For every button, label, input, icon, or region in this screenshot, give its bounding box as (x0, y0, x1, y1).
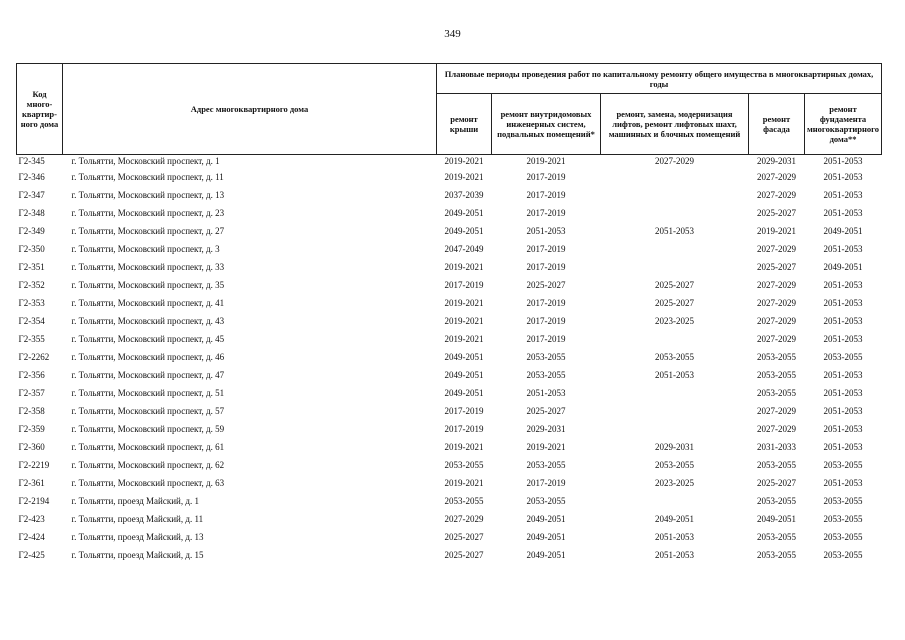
cell-lifts: 2049-2051 (655, 514, 694, 524)
cell-roof: 2017-2019 (444, 280, 484, 290)
table-row (17, 240, 882, 258)
cell-code: Г2-354 (18, 316, 45, 326)
cell-roof: 2019-2021 (444, 298, 484, 308)
cell-code: Г2-360 (18, 442, 45, 452)
cell-facade: 2027-2029 (757, 172, 796, 182)
table-row (17, 312, 882, 330)
table-row (17, 258, 882, 276)
table-row (17, 510, 882, 528)
header-systems: ремонт внутридомовых инженерных систем, подвальных помещений* (492, 94, 601, 155)
cell-lifts (601, 384, 749, 402)
cell-code: Г2-2219 (18, 460, 50, 470)
cell-code: Г2-356 (18, 370, 45, 380)
cell-code: Г2-346 (18, 172, 45, 182)
cell-systems: 2019-2021 (526, 442, 566, 452)
cell-facade: 2027-2029 (757, 316, 796, 326)
cell-roof: 2025-2027 (444, 550, 484, 560)
cell-address: г. Тольятти, Московский проспект, д. 27 (71, 226, 225, 236)
cell-address: г. Тольятти, Московский проспект, д. 59 (71, 424, 225, 434)
table-row (17, 294, 882, 312)
cell-lifts (601, 492, 749, 510)
cell-facade: 2029-2031 (757, 156, 796, 166)
table-row (17, 420, 882, 438)
cell-code: Г2-348 (18, 208, 45, 218)
cell-lifts: 2023-2025 (655, 478, 694, 488)
cell-lifts: 2051-2053 (655, 532, 694, 542)
header-periods-group: Плановые периоды проведения работ по капитальному ремонту общего имущества в многоквартирных домах, годы (437, 64, 882, 94)
cell-systems: 2053-2055 (526, 460, 566, 470)
cell-systems: 2049-2051 (526, 550, 566, 560)
cell-address: г. Тольятти, Московский проспект, д. 11 (71, 172, 224, 182)
cell-lifts: 2027-2029 (655, 156, 694, 166)
cell-lifts (601, 204, 749, 222)
table-header (17, 64, 882, 155)
cell-foundation: 2051-2053 (823, 208, 863, 218)
cell-systems: 2051-2053 (526, 388, 566, 398)
table-row (17, 366, 882, 384)
cell-lifts (601, 240, 749, 258)
cell-facade: 2049-2051 (757, 514, 796, 524)
cell-address: г. Тольятти, Московский проспект, д. 57 (71, 406, 225, 416)
cell-code: Г2-358 (18, 406, 45, 416)
cell-facade: 2027-2029 (757, 298, 796, 308)
cell-facade: 2053-2055 (757, 370, 796, 380)
cell-foundation: 2051-2053 (823, 388, 863, 398)
cell-foundation: 2049-2051 (823, 226, 863, 236)
cell-facade: 2027-2029 (757, 280, 796, 290)
cell-foundation: 2051-2053 (823, 298, 863, 308)
cell-roof: 2049-2051 (444, 370, 484, 380)
cell-code: Г2-424 (18, 532, 45, 542)
cell-lifts: 2051-2053 (655, 550, 694, 560)
table-row (17, 528, 882, 546)
cell-foundation: 2051-2053 (823, 156, 863, 166)
cell-lifts: 2051-2053 (655, 370, 694, 380)
cell-lifts (601, 186, 749, 204)
table-row (17, 384, 882, 402)
cell-facade: 2027-2029 (757, 244, 796, 254)
cell-facade: 2031-2033 (757, 442, 796, 452)
cell-roof: 2049-2051 (444, 352, 484, 362)
cell-systems: 2025-2027 (526, 280, 566, 290)
cell-foundation: 2053-2055 (823, 352, 863, 362)
cell-lifts: 2025-2027 (655, 280, 694, 290)
cell-systems: 2017-2019 (526, 478, 566, 488)
cell-foundation: 2051-2053 (823, 172, 863, 182)
cell-facade: 2053-2055 (757, 550, 796, 560)
cell-roof: 2053-2055 (444, 496, 484, 506)
cell-lifts (601, 402, 749, 420)
cell-code: Г2-347 (18, 190, 45, 200)
cell-address: г. Тольятти, Московский проспект, д. 45 (71, 334, 225, 344)
cell-address: г. Тольятти, Московский проспект, д. 61 (71, 442, 225, 452)
cell-address: г. Тольятти, Московский проспект, д. 43 (71, 316, 225, 326)
cell-foundation: 2051-2053 (823, 280, 863, 290)
cell-systems: 2053-2055 (526, 496, 566, 506)
cell-facade: 2025-2027 (757, 208, 796, 218)
table-row (17, 330, 882, 348)
cell-facade: 2053-2055 (757, 388, 796, 398)
capital-repair-schedule-table (16, 63, 882, 564)
cell-lifts: 2053-2055 (655, 352, 694, 362)
cell-facade: 2027-2029 (757, 424, 796, 434)
cell-roof: 2027-2029 (444, 514, 484, 524)
cell-facade: 2053-2055 (757, 496, 796, 506)
cell-systems: 2017-2019 (526, 298, 566, 308)
cell-roof: 2019-2021 (444, 478, 484, 488)
cell-code: Г2-353 (18, 298, 45, 308)
header-roof: ремонт крыши (437, 94, 492, 155)
cell-foundation: 2051-2053 (823, 424, 863, 434)
cell-roof: 2049-2051 (444, 208, 484, 218)
cell-code: Г2-350 (18, 244, 45, 254)
cell-roof: 2047-2049 (444, 244, 484, 254)
cell-facade: 2053-2055 (757, 352, 796, 362)
cell-roof: 2019-2021 (444, 334, 484, 344)
cell-roof: 2049-2051 (444, 226, 484, 236)
cell-roof: 2019-2021 (444, 316, 484, 326)
table-row (17, 276, 882, 294)
cell-code: Г2-423 (18, 514, 45, 524)
cell-address: г. Тольятти, Московский проспект, д. 3 (71, 244, 220, 254)
cell-code: Г2-352 (18, 280, 45, 290)
table-row (17, 492, 882, 510)
cell-code: Г2-355 (18, 334, 45, 344)
cell-systems: 2049-2051 (526, 514, 566, 524)
cell-systems: 2017-2019 (526, 172, 566, 182)
table-body (17, 155, 882, 565)
cell-roof: 2017-2019 (444, 406, 484, 416)
table-row (17, 186, 882, 204)
cell-code: Г2-361 (18, 478, 45, 488)
cell-address: г. Тольятти, Московский проспект, д. 41 (71, 298, 225, 308)
cell-address: г. Тольятти, Московский проспект, д. 63 (71, 478, 225, 488)
cell-foundation: 2053-2055 (823, 550, 863, 560)
cell-facade: 2025-2027 (757, 478, 796, 488)
cell-facade: 2053-2055 (757, 532, 796, 542)
cell-lifts: 2029-2031 (655, 442, 694, 452)
table-row (17, 204, 882, 222)
table-row (17, 438, 882, 456)
cell-systems: 2017-2019 (526, 244, 566, 254)
cell-systems: 2051-2053 (526, 226, 566, 236)
table-row (17, 168, 882, 186)
header-facade: ремонт фасада (749, 94, 805, 155)
cell-lifts: 2053-2055 (655, 460, 694, 470)
cell-address: г. Тольятти, проезд Майский, д. 13 (71, 532, 204, 542)
cell-address: г. Тольятти, проезд Майский, д. 15 (71, 550, 204, 560)
cell-lifts (601, 258, 749, 276)
cell-lifts: 2023-2025 (655, 316, 694, 326)
cell-roof: 2025-2027 (444, 532, 484, 542)
cell-foundation: 2051-2053 (823, 406, 863, 416)
cell-systems: 2017-2019 (526, 208, 566, 218)
cell-systems: 2029-2031 (526, 424, 566, 434)
cell-foundation: 2051-2053 (823, 334, 863, 344)
cell-code: Г2-2262 (18, 352, 50, 362)
cell-code: Г2-425 (18, 550, 45, 560)
cell-roof: 2049-2051 (444, 388, 484, 398)
cell-roof: 2019-2021 (444, 172, 484, 182)
cell-lifts (601, 420, 749, 438)
cell-foundation: 2053-2055 (823, 532, 863, 542)
cell-lifts (601, 330, 749, 348)
cell-code: Г2-345 (18, 156, 45, 166)
cell-address: г. Тольятти, Московский проспект, д. 35 (71, 280, 225, 290)
header-code: Код много-квартир-ного дома (17, 64, 63, 155)
table-row (17, 474, 882, 492)
cell-code: Г2-359 (18, 424, 45, 434)
header-lifts: ремонт, замена, модернизация лифтов, ремонт лифтовых шахт, машинных и блочных помещений (601, 94, 749, 155)
cell-lifts (601, 168, 749, 186)
cell-systems: 2053-2055 (526, 352, 566, 362)
page-number: 349 (444, 28, 461, 40)
cell-facade: 2053-2055 (757, 460, 796, 470)
cell-address: г. Тольятти, проезд Майский, д. 11 (71, 514, 204, 524)
header-row-top (17, 64, 882, 94)
cell-foundation: 2051-2053 (823, 478, 863, 488)
cell-foundation: 2051-2053 (823, 244, 863, 254)
cell-code: Г2-349 (18, 226, 45, 236)
cell-address: г. Тольятти, проезд Майский, д. 1 (71, 496, 199, 506)
cell-facade: 2027-2029 (757, 190, 796, 200)
cell-foundation: 2051-2053 (823, 190, 863, 200)
cell-foundation: 2053-2055 (823, 460, 863, 470)
cell-systems: 2049-2051 (526, 532, 566, 542)
cell-facade: 2019-2021 (757, 226, 796, 236)
cell-code: Г2-2194 (18, 496, 50, 506)
cell-foundation: 2051-2053 (823, 316, 863, 326)
cell-systems: 2019-2021 (526, 156, 566, 166)
cell-roof: 2019-2021 (444, 262, 484, 272)
cell-systems: 2025-2027 (526, 406, 566, 416)
cell-address: г. Тольятти, Московский проспект, д. 62 (71, 460, 225, 470)
table-row (17, 155, 882, 169)
cell-address: г. Тольятти, Московский проспект, д. 47 (71, 370, 225, 380)
cell-roof: 2037-2039 (444, 190, 484, 200)
cell-systems: 2017-2019 (526, 262, 566, 272)
cell-foundation: 2049-2051 (823, 262, 863, 272)
cell-foundation: 2053-2055 (823, 514, 863, 524)
cell-address: г. Тольятти, Московский проспект, д. 51 (71, 388, 225, 398)
table-row (17, 348, 882, 366)
cell-systems: 2017-2019 (526, 316, 566, 326)
cell-systems: 2017-2019 (526, 334, 566, 344)
cell-address: г. Тольятти, Московский проспект, д. 33 (71, 262, 225, 272)
cell-foundation: 2053-2055 (823, 496, 863, 506)
table-row (17, 402, 882, 420)
cell-foundation: 2051-2053 (823, 370, 863, 380)
cell-address: г. Тольятти, Московский проспект, д. 23 (71, 208, 225, 218)
cell-roof: 2019-2021 (444, 156, 484, 166)
table-row (17, 546, 882, 564)
cell-code: Г2-357 (18, 388, 45, 398)
table-row (17, 222, 882, 240)
cell-lifts: 2025-2027 (655, 298, 694, 308)
cell-roof: 2019-2021 (444, 442, 484, 452)
cell-lifts: 2051-2053 (655, 226, 694, 236)
cell-address: г. Тольятти, Московский проспект, д. 13 (71, 190, 225, 200)
cell-roof: 2053-2055 (444, 460, 484, 470)
cell-code: Г2-351 (18, 262, 45, 272)
cell-foundation: 2051-2053 (823, 442, 863, 452)
cell-roof: 2017-2019 (444, 424, 484, 434)
cell-facade: 2027-2029 (757, 334, 796, 344)
table-row (17, 456, 882, 474)
cell-address: г. Тольятти, Московский проспект, д. 46 (71, 352, 225, 362)
header-foundation: ремонт фундамента многоквартирного дома** (805, 94, 882, 155)
cell-address: г. Тольятти, Московский проспект, д. 1 (71, 156, 220, 166)
cell-systems: 2053-2055 (526, 370, 566, 380)
cell-facade: 2025-2027 (757, 262, 796, 272)
cell-systems: 2017-2019 (526, 190, 566, 200)
header-address: Адрес многоквартирного дома (63, 64, 437, 155)
cell-facade: 2027-2029 (757, 406, 796, 416)
